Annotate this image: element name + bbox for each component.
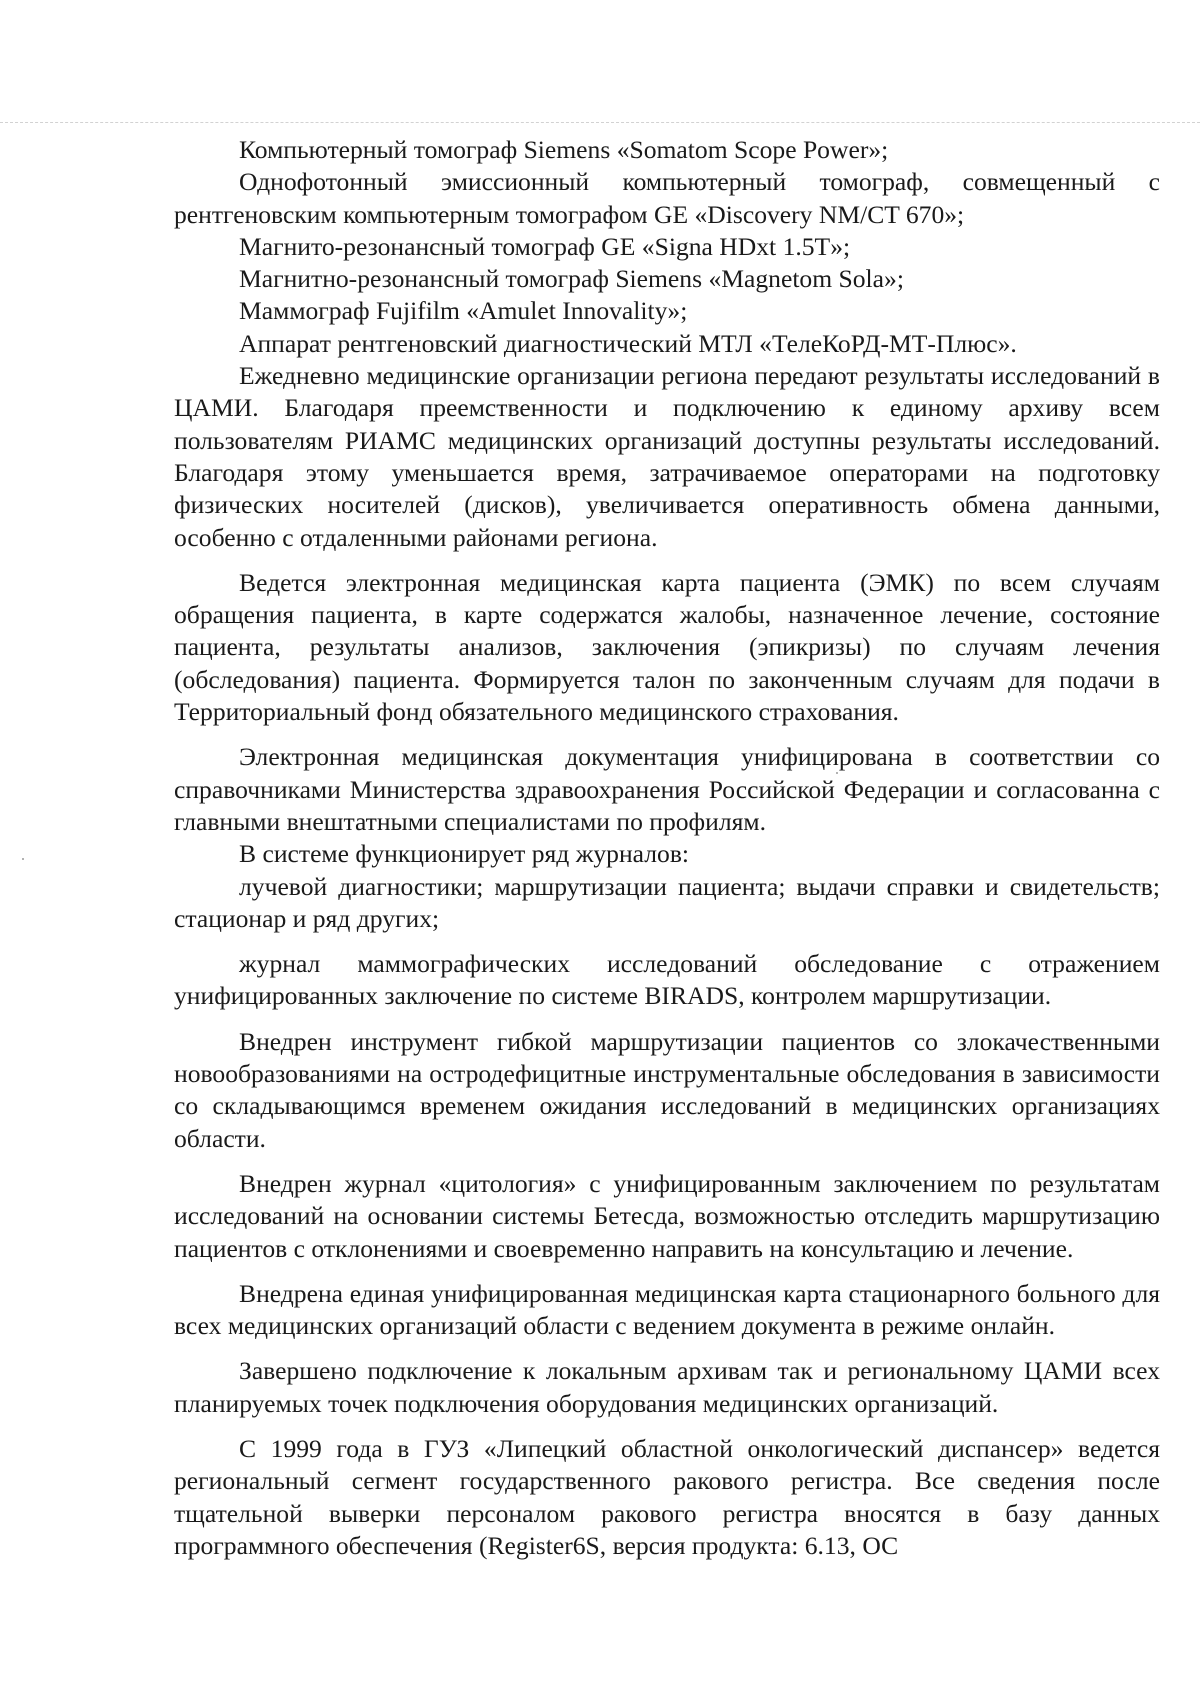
paragraph-archive-connection: Завершено подключение к локальным архивам так и региональному ЦАМИ всех планируемых точек подключения оборудования медицинских организаций. bbox=[174, 1356, 1160, 1418]
paragraph-routing-tool: Внедрен инструмент гибкой маршрутизации пациентов со злокачественными новообразованиями на остродефицитные инструментальные обследования в зависимости со складывающимся временем ожидания исследований в медицинских организациях области. bbox=[174, 1026, 1160, 1153]
scan-speck bbox=[22, 858, 24, 860]
paragraph-journals-intro: В системе функционирует ряд журналов: bbox=[239, 839, 690, 869]
paragraph-mri-ge: Магнито-резонансный томограф GE «Signa HDxt 1.5T»; bbox=[239, 231, 851, 261]
paragraph-emk: Ведется электронная медицинская карта пациента (ЭМК) по всем случаям обращения пациента, в карте содержатся жалобы, назначенное лечение, состояние пациента, результаты анализов, заключения (эпикризы) по случаям лечения (обследования) пациента. Формируется талон по законченным случаям для подачи в Территориальный фонд обязательного медицинского страхования. bbox=[174, 567, 1160, 727]
paragraph-spect-ct: Однофотонный эмиссионный компьютерный томограф, совмещенный с рентгеновским компьютерным томографом GE «Discovery NM/CT 670»; bbox=[174, 167, 1160, 229]
paragraph-mammograph: Маммограф Fujifilm «Amulet Innovality»; bbox=[239, 296, 688, 326]
paragraph-documentation: Электронная медицинская документация унифицирована в соответствии со справочниками Министерства здравоохранения Российской Федерации и согласованна с главными внештатными специалистами по профилям. bbox=[174, 742, 1160, 836]
paragraph-mri-siemens: Магнитно-резонансный томограф Siemens «Magnetom Sola»; bbox=[239, 264, 904, 294]
paragraph-xray-unit: Аппарат рентгеновский диагностический МТЛ «ТелеКоРД-МТ-Плюс». bbox=[239, 328, 1017, 358]
paragraph-cami-transfer: Ежедневно медицинские организации региона передают результаты исследований в ЦАМИ. Благодаря преемственности и подключению к единому архиву всем пользователям РИАМС медицинских организаций доступны результаты исследований. Благодаря этому уменьшается время, затрачиваемое операторами на подготовку физических носителей (дисков), увеличивается оперативность обмена данными, особенно с отдаленными районами региона. bbox=[174, 361, 1160, 552]
paragraph-journals-list: лучевой диагностики; маршрутизации пациента; выдачи справки и свидетельств; стационар и ряд других; bbox=[174, 871, 1160, 933]
scan-speck bbox=[836, 772, 838, 774]
paragraph-ct-siemens: Компьютерный томограф Siemens «Somatom Scope Power»; bbox=[239, 135, 889, 164]
paragraph-cancer-registry: С 1999 года в ГУЗ «Липецкий областной онкологический диспансер» ведется региональный сегмент государственного ракового регистра. Все сведения после тщательной выверки персоналом ракового регистра вносятся в базу данных программного обеспечения (Register6S, версия продукта: 6.13, ОС bbox=[174, 1433, 1160, 1560]
paragraph-inpatient-card: Внедрена единая унифицированная медицинская карта стационарного больного для всех медицинских организаций области с ведением документа в режиме онлайн. bbox=[174, 1278, 1160, 1341]
paragraph-cytology-journal: Внедрен журнал «цитология» с унифицированным заключением по результатам исследований на основании системы Бетесда, возможностью отследить маршрутизацию пациентов с отклонениями и своевременно направить на консультацию и лечение. bbox=[174, 1168, 1160, 1263]
document-body bbox=[174, 134, 1160, 1562]
scan-artifact-line bbox=[0, 122, 1200, 123]
paragraph-mammography-journal: журнал маммографических исследований обследование с отражением унифицированных заключение по системе BIRADS, контролем маршрутизации. bbox=[174, 949, 1160, 1011]
